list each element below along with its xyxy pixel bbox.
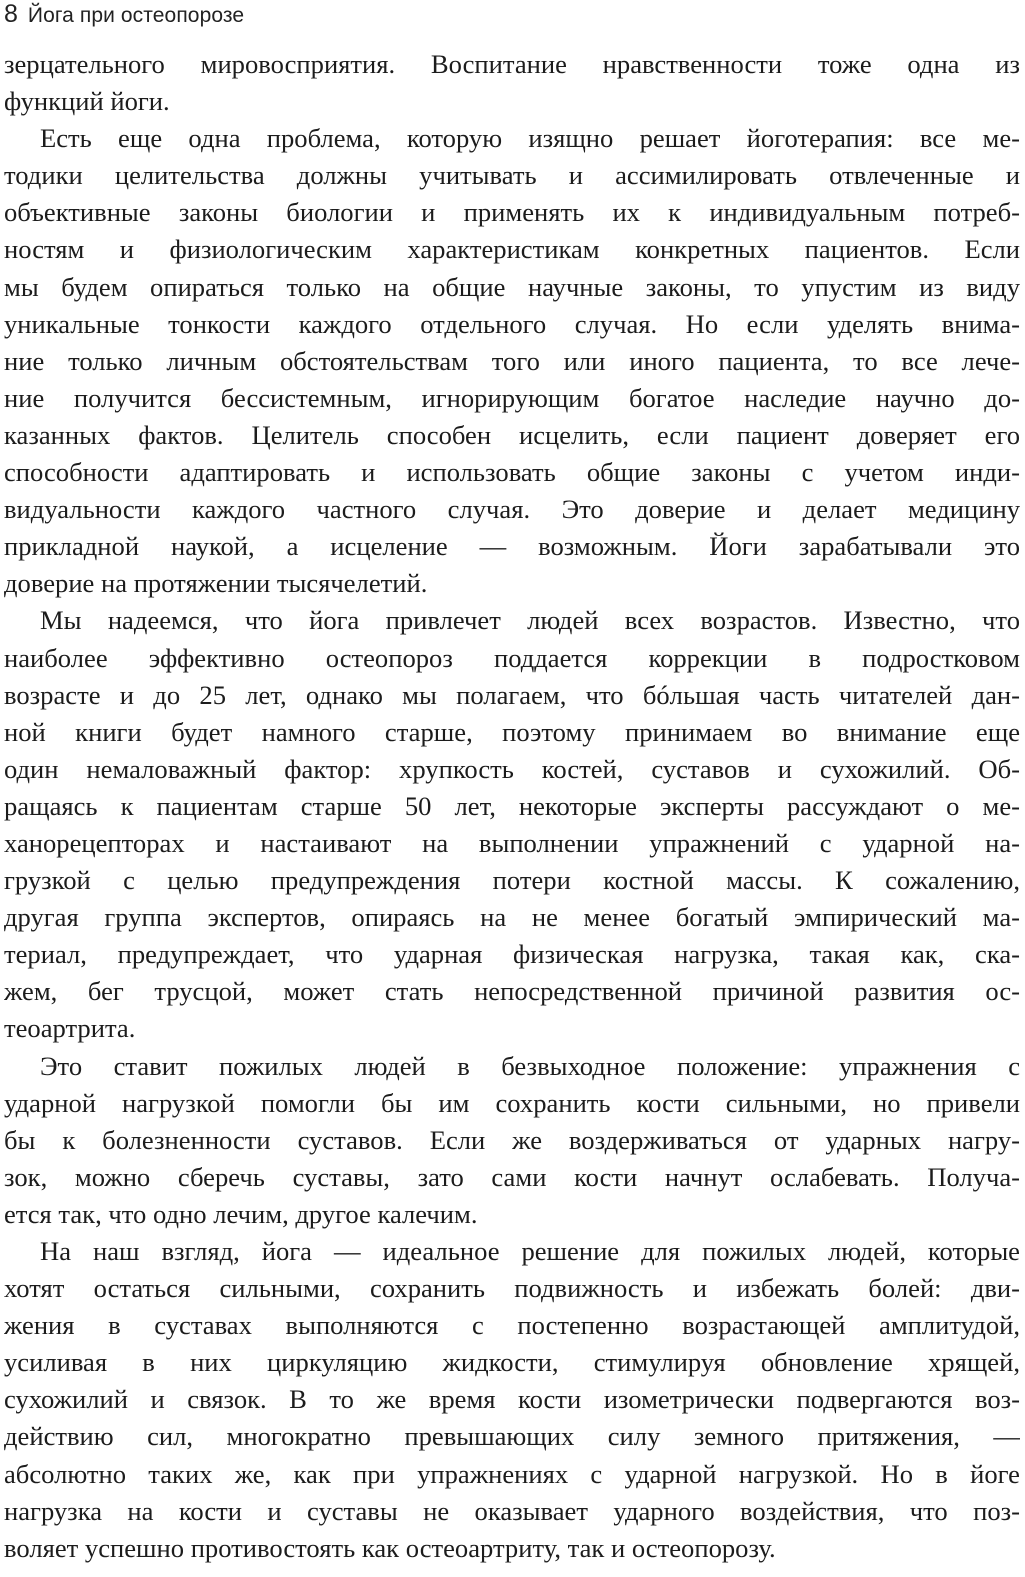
text-line: жения в суставах выполняются с постепенно возрастающей амплитудой, <box>4 1310 1020 1341</box>
text-line: териал, предупреждает, что ударная физическая нагрузка, такая как, ска- <box>4 939 1020 970</box>
text-line: тодики целительства должны учитывать и ассимилировать отвлеченные и <box>4 160 1020 191</box>
text-line: ной книги будет намного старше, поэтому принимаем во внимание еще <box>4 716 1020 747</box>
text-line: бы к болезненности суставов. Если же воздерживаться от ударных нагру- <box>4 1124 1020 1155</box>
text-line: объективные законы биологии и применять их к индивидуальным потреб- <box>4 197 1020 228</box>
text-line: доверие на протяжении тысячелетий. <box>4 568 428 599</box>
text-line: ние получится бессистемным, игнорирующим богатое наследие научно до- <box>4 382 1020 413</box>
text-line: функций йоги. <box>4 86 170 117</box>
text-line: зерцательного мировосприятия. Воспитание нравственности тоже одна из <box>4 49 1020 79</box>
text-line: прикладной наукой, а исцеление — возможным. Йоги зарабатывали это <box>4 531 1020 562</box>
paragraph <box>4 602 1020 1047</box>
text-line: ударной нагрузкой помогли бы им сохранить кости сильными, но привели <box>4 1087 1020 1118</box>
text-line: казанных фактов. Целитель способен исцелить, если пациент доверяет его <box>4 419 1020 450</box>
paragraph <box>4 120 1020 602</box>
text-line: другая группа экспертов, опираясь на не менее богатый эмпирический ма- <box>4 902 1020 933</box>
text-line: ние только личным обстоятельствам того или иного пациента, то все лече- <box>4 345 1020 376</box>
text-line: действию сил, многократно превышающих силу земного притяжения, — <box>4 1421 1020 1452</box>
text-line: ностям и физиологическим характеристикам конкретных пациентов. Если <box>4 234 1020 265</box>
text-line: абсолютно таких же, как при упражнениях с ударной нагрузкой. Но в йоге <box>4 1458 1020 1489</box>
text-line: ется так, что одно лечим, другое калечим. <box>4 1198 478 1229</box>
paragraph <box>4 1233 1020 1567</box>
text-line: зок, можно сберечь суставы, зато сами кости начнут ослабевать. Получа- <box>4 1161 1020 1192</box>
text-line: наиболее эффективно остеопороз поддается коррекции в подростковом <box>4 642 1020 673</box>
text-line: хотят остаться сильными, сохранить подвижность и избежать болей: дви- <box>4 1273 1020 1304</box>
text-line: грузкой с целью предупреждения потери костной массы. К сожалению, <box>4 865 1020 896</box>
paragraph <box>4 1048 1020 1233</box>
text-line: жем, бег трусцой, может стать непосредственной причиной развития ос- <box>4 976 1020 1007</box>
text-line: усиливая в них циркуляцию жидкости, стимулируя обновление хрящей, <box>4 1347 1020 1378</box>
paragraph <box>4 46 1020 120</box>
body-text <box>4 46 1020 1567</box>
page-number: 8 <box>4 0 18 28</box>
text-line: Это ставит пожилых людей в безвыходное положение: упражнения с <box>40 1050 1020 1081</box>
text-line: Мы надеемся, что йога привлечет людей всех возрастов. Известно, что <box>40 605 1020 636</box>
text-line: мы будем опираться только на общие научные законы, то упустим из виду <box>4 271 1020 302</box>
text-line: сухожилий и связок. В то же время кости изометрически подвергаются воз- <box>4 1384 1020 1415</box>
book-title: Йога при остеопорозе <box>27 4 245 27</box>
text-line: способности адаптировать и использовать общие законы с учетом инди- <box>4 457 1020 488</box>
text-line: На наш взгляд, йога — идеальное решение для пожилых людей, которые <box>40 1236 1020 1266</box>
text-line: ханорецепторах и настаивают на выполнении упражнений с ударной на- <box>4 827 1020 858</box>
text-line: нагрузка на кости и суставы не оказывает ударного воздействия, что поз- <box>4 1495 1020 1526</box>
running-header <box>4 0 244 30</box>
text-line: видуальности каждого частного случая. Это доверие и делает медицину <box>4 494 1020 525</box>
text-line: уникальные тонкости каждого отдельного случая. Но если уделять внима- <box>4 308 1020 339</box>
text-line: один немаловажный фактор: хрупкость костей, суставов и сухожилий. Об- <box>4 753 1020 784</box>
text-line: Есть еще одна проблема, которую изящно решает йоготерапия: все ме- <box>40 123 1020 154</box>
text-line: возрасте и до 25 лет, однако мы полагаем, что бóльшая часть читателей дан- <box>4 679 1020 710</box>
text-line: воляет успешно противостоять как остеоартриту, так и остеопорозу. <box>4 1532 776 1563</box>
text-line: теоартрита. <box>4 1013 136 1044</box>
text-line: ращаясь к пациентам старше 50 лет, некоторые эксперты рассуждают о ме- <box>4 790 1020 821</box>
